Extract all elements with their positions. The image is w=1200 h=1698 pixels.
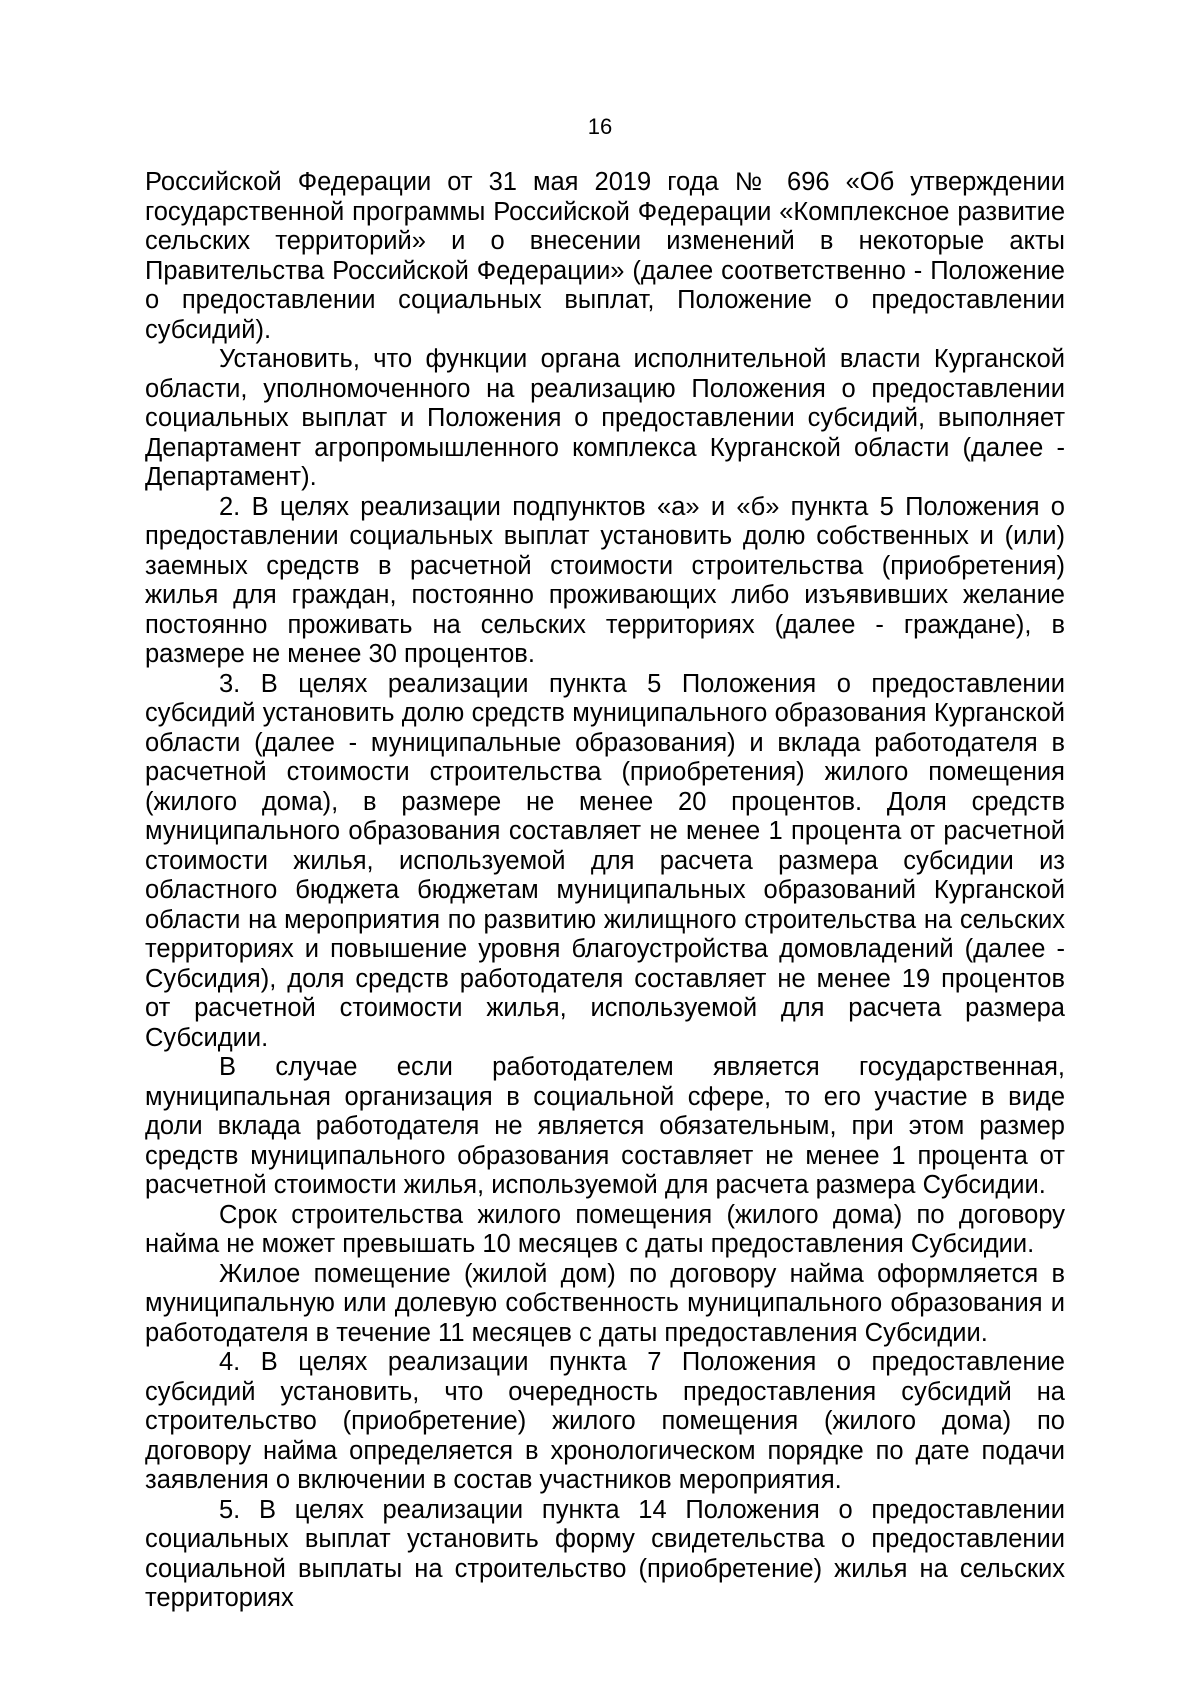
page-number: 16 — [587, 114, 613, 139]
paragraph-item-2: 2. В целях реализации подпунктов «а» и «б» пункта 5 Положения о предоставлении социальных выплат установить долю собственных и (или) заемных средств в расчетной стоимости строительства (приобретения) жилья для граждан, постоянно проживающих либо изъявивших желание постоянно проживать на сельских территориях (далее - граждане), в размере не менее 30 процентов. — [145, 492, 1065, 668]
paragraph-construction-term: Срок строительства жилого помещения (жилого дома) по договору найма не может превышать 10 месяцев с даты предоставления Субсидии. — [145, 1200, 1065, 1258]
paragraph-employer-case: В случае если работодателем является государственная, муниципальная организация в социальной сфере, то его участие в виде доли вклада работодателя не является обязательным, при этом размер средств муниципального образования составляет не менее 1 процента от расчетной стоимости жилья, используемой для расчета размера Субсидии. — [145, 1053, 1065, 1199]
document-body — [145, 168, 1065, 1614]
paragraph-department-functions: Установить, что функции органа исполнительной власти Курганской области, уполномоченного на реализацию Положения о предоставлении социальных выплат и Положения о предоставлении субсидий, выполняет Департамент агропромышленного комплекса Курганской области (далее - Департамент). — [145, 345, 1065, 491]
paragraph-item-5: 5. В целях реализации пункта 14 Положения о предоставлении социальных выплат установить форму свидетельства о предоставлении социальной выплаты на строительство (приобретение) жилья на сельских территориях — [145, 1495, 1065, 1612]
paragraph-continuation: Российской Федерации от 31 мая 2019 года № 696 «Об утверждении государственной программы Российской Федерации «Комплексное развитие сельских территорий» и о внесении изменений в некоторые акты Правительства Российской Федерации» (далее соответственно - Положение о предоставлении социальных выплат, Положение о предоставлении субсидий). — [145, 168, 1065, 344]
paragraph-item-3: 3. В целях реализации пункта 5 Положения о предоставлении субсидий установить долю средств муниципального образования Курганской области (далее - муниципальные образования) и вклада работодателя в расчетной стоимости строительства (приобретения) жилого помещения (жилого дома), в размере не менее 20 процентов. Доля средств муниципального образования составляет не менее 1 процента от расчетной стоимости жилья, используемой для расчета размера субсидии из областного бюджета бюджетам муниципальных образований Курганской области на мероприятия по развитию жилищного строительства на сельских территориях и повышение уровня благоустройства домовладений (далее - Субсидия), доля средств работодателя составляет не менее 19 процентов от расчетной стоимости жилья, используемой для расчета размера Субсидии. — [145, 669, 1065, 1052]
paragraph-item-4: 4. В целях реализации пункта 7 Положения о предоставление субсидий установить, что очередность предоставления субсидий на строительство (приобретение) жилого помещения (жилого дома) по договору найма определяется в хронологическом порядке по дате подачи заявления о включении в состав участников мероприятия. — [145, 1348, 1065, 1494]
paragraph-ownership: Жилое помещение (жилой дом) по договору найма оформляется в муниципальную или долевую собственность муниципального образования и работодателя в течение 11 месяцев с даты предоставления Субсидии. — [145, 1259, 1065, 1347]
